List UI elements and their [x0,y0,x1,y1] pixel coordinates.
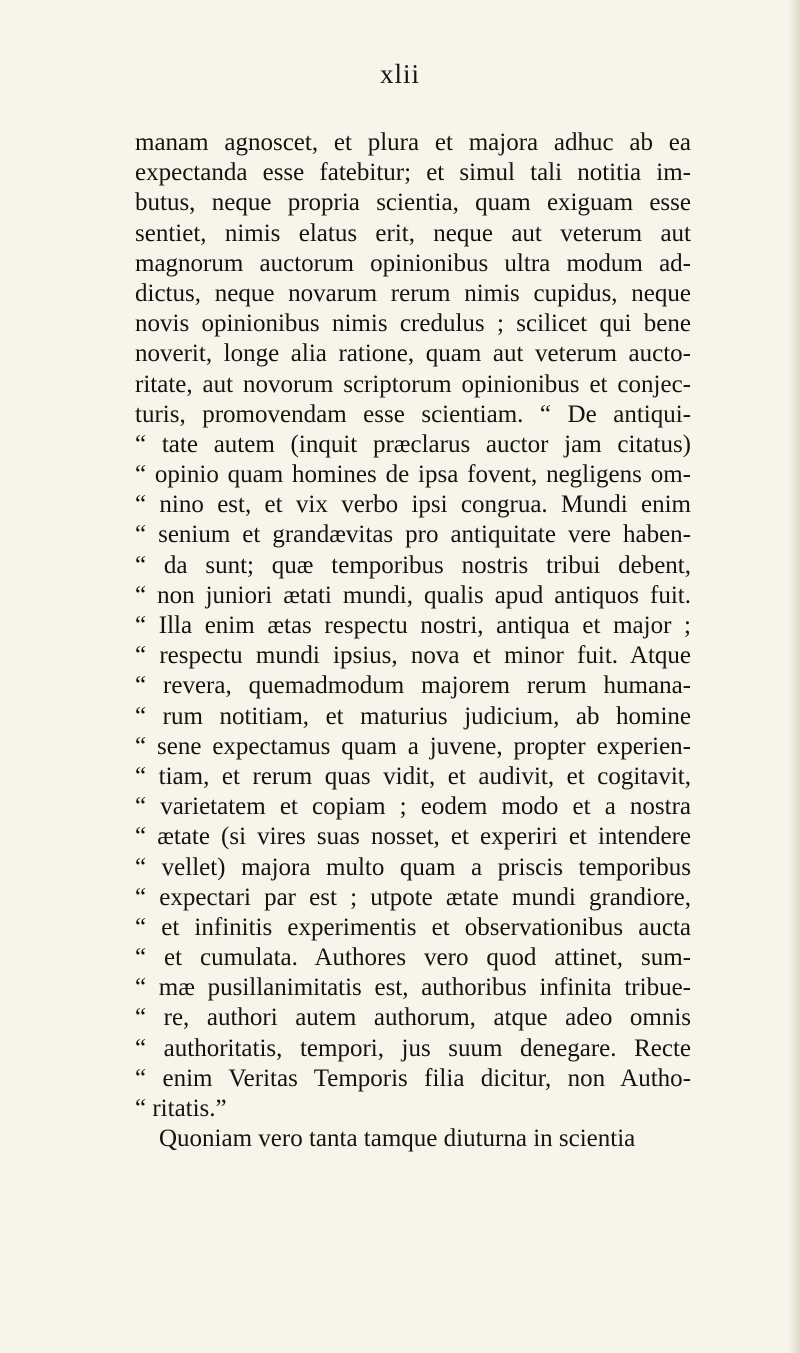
page-number: xlii [379,59,420,89]
quote-line: “ ætate (si vires suas nosset, et experiri et intendere [135,823,691,851]
quote-line: “ non juniori ætati mundi, qualis apud antiquos fuit. [135,581,691,609]
text-line: dictus, neque novarum rerum nimis cupidus, neque [135,279,691,307]
text-line: sentiet, nimis elatus erit, neque aut veterum aut [135,219,691,247]
body-text [135,128,691,1154]
text-line: expectanda esse fatebitur; et simul tali notitia im- [135,159,691,187]
quote-line: “ revera, quemadmodum majorem rerum humana- [135,672,691,700]
quote-line: “ senium et grandævitas pro antiquitate vere haben- [135,521,691,549]
quote-line: “ et infinitis experimentis et observationibus aucta [135,913,691,941]
quote-line: “ rum notitiam, et maturius judicium, ab homine [135,702,691,730]
quote-line: “ nino est, et vix verbo ipsi congrua. Mundi enim [135,491,691,519]
quote-line: “ mæ pusillanimitatis est, authoribus infinita tribue- [135,974,691,1002]
quote-line: “ re, authori autem authorum, atque adeo omnis [135,1004,691,1032]
quote-line: “ varietatem et copiam ; eodem modo et a nostra [135,793,691,821]
text-line: noverit, longe alia ratione, quam aut veterum aucto- [135,340,691,368]
quote-line: “ sene expectamus quam a juvene, propter experien- [135,732,691,760]
quote-line: “ et cumulata. Authores vero quod attinet, sum- [135,944,691,972]
text-line: butus, neque propria scientia, quam exiguam esse [135,189,691,217]
quote-line: “ tiam, et rerum quas vidit, et audivit, et cogitavit, [135,762,691,790]
text-line: ritate, aut novorum scriptorum opinionibus et conjec- [135,370,691,398]
text-line: turis, promovendam esse scientiam. “ De antiqui- [135,400,691,428]
quote-line: “ Illa enim ætas respectu nostri, antiqua et major ; [135,612,691,639]
page-edge-shadow [788,0,800,1353]
quote-line: “ expectari par est ; utpote ætate mundi grandiore, [135,883,691,911]
text-line: manam agnoscet, et plura et majora adhuc ab ea [135,129,691,156]
paragraph-start-line: Quoniam vero tanta tamque diuturna in scientia [159,1125,636,1153]
quote-line: “ ritatis.” [135,1095,227,1122]
quote-line: “ vellet) majora multo quam a priscis temporibus [135,853,691,881]
quote-line: “ authoritatis, tempori, jus suum denegare. Recte [135,1034,691,1062]
quote-line: “ tate autem (inquit præclarus auctor jam citatus) [135,430,691,458]
quote-line: “ respectu mundi ipsius, nova et minor fuit. Atque [135,642,691,670]
quote-line: “ opinio quam homines de ipsa fovent, negligens om- [135,461,691,489]
text-line: magnorum auctorum opinionibus ultra modum ad- [135,249,691,277]
quote-line: “ enim Veritas Temporis filia dicitur, non Autho- [135,1064,691,1092]
quote-line: “ da sunt; quæ temporibus nostris tribui debent, [135,551,691,579]
text-line: novis opinionibus nimis credulus ; scilicet qui bene [135,310,691,338]
